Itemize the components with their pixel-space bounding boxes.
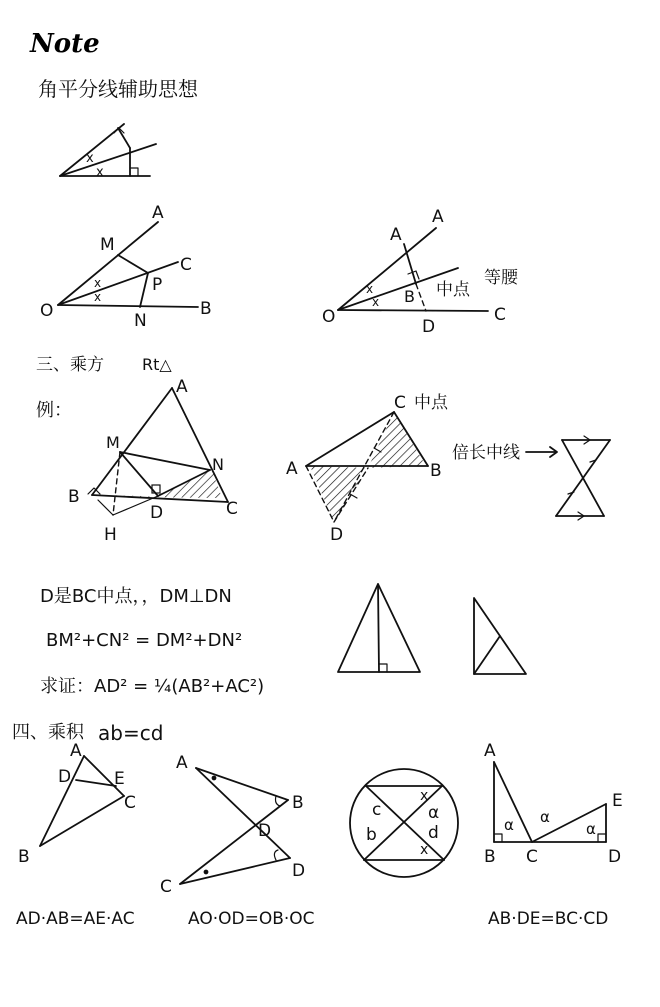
section-angle-bisector-heading: 角平分线辅助思想 (38, 77, 198, 101)
svg-text:α: α (586, 820, 596, 838)
svg-text:A: A (286, 459, 298, 479)
caption-1: AD·AB=AE·AC (16, 909, 135, 929)
product-figure-4 (484, 741, 623, 867)
label-B: B (200, 299, 212, 319)
label-C: C (180, 255, 192, 275)
product-figure-2 (160, 753, 305, 897)
label-A: A (152, 203, 164, 223)
svg-text:x: x (366, 282, 374, 296)
svg-text:B: B (430, 461, 442, 481)
right-triangle-figure (474, 598, 526, 674)
svg-text:C: C (526, 847, 538, 867)
svg-text:D: D (330, 525, 344, 545)
section-three-extra: Rt△ (142, 355, 172, 374)
svg-text:D: D (422, 317, 436, 337)
double-median-figure (526, 436, 610, 520)
svg-text:A: A (432, 207, 444, 227)
svg-text:B: B (68, 487, 80, 507)
svg-text:x: x (372, 295, 380, 309)
problem-line-1: D是BC中点，，DM⊥DN (40, 586, 232, 607)
label-M: M (100, 235, 115, 255)
problem-line-3: 求证：AD² = ¼(AB²+AC²) (40, 676, 265, 697)
section-four-heading: 四、乘积 (12, 722, 84, 743)
isosceles-label: 等腰 (484, 268, 518, 288)
svg-text:H: H (104, 525, 117, 545)
label-O: O (40, 301, 54, 321)
svg-text:x: x (420, 842, 429, 858)
svg-text:D: D (58, 767, 72, 787)
figure-bisector-right (322, 207, 519, 337)
example-figure-2 (286, 393, 449, 545)
svg-text:O: O (322, 307, 336, 327)
svg-text:A: A (176, 377, 188, 397)
svg-text:C: C (494, 305, 506, 325)
fig2-midpoint: 中点 (414, 393, 448, 413)
product-figure-3 (350, 769, 458, 877)
svg-text:E: E (612, 791, 623, 811)
example-figure-1 (68, 377, 238, 545)
double-median-label: 倍长中线 (452, 443, 520, 463)
svg-text:E: E (114, 769, 125, 789)
svg-text:B: B (404, 287, 415, 306)
svg-text:D: D (258, 821, 272, 841)
svg-text:b: b (366, 825, 377, 845)
svg-text:D: D (292, 861, 306, 881)
section-four-formula: ab=cd (98, 721, 164, 745)
svg-text:x: x (94, 290, 102, 304)
problem-line-2: BM²+CN² = DM²+DN² (46, 630, 243, 651)
figure-bisector-left (40, 203, 212, 331)
svg-text:B: B (292, 793, 304, 813)
example-label: 例： (36, 400, 72, 421)
svg-text:D: D (150, 503, 164, 523)
svg-text:A: A (484, 741, 496, 761)
midpoint-label: 中点 (436, 280, 470, 300)
caption-2: AO·OD=OB·OC (188, 909, 315, 929)
label-N: N (134, 311, 147, 331)
svg-text:B: B (18, 847, 30, 867)
svg-text:x: x (420, 788, 429, 804)
svg-text:α: α (540, 808, 550, 826)
product-figure-1 (18, 741, 136, 867)
note-title: Note (30, 29, 100, 59)
svg-text:N: N (212, 455, 224, 474)
svg-text:B: B (484, 847, 496, 867)
isosceles-triangle-figure (338, 584, 420, 672)
svg-text:x: x (96, 165, 104, 180)
svg-text:A: A (390, 225, 402, 245)
caption-3: AB·DE=BC·CD (488, 909, 609, 929)
svg-text:C: C (160, 877, 172, 897)
svg-text:x: x (86, 151, 94, 166)
svg-text:d: d (428, 823, 439, 843)
svg-text:D: D (608, 847, 622, 867)
svg-text:α: α (504, 816, 514, 834)
svg-text:M: M (106, 433, 120, 452)
svg-text:C: C (394, 393, 406, 413)
section-three-heading: 三、乘方 (36, 355, 104, 375)
svg-text:C: C (124, 793, 136, 813)
svg-text:α: α (428, 803, 440, 823)
svg-text:A: A (70, 741, 82, 761)
svg-text:x: x (94, 276, 102, 290)
bisector-sketch (60, 124, 156, 180)
svg-text:c: c (372, 800, 382, 820)
label-P: P (152, 275, 163, 295)
svg-text:A: A (176, 753, 188, 773)
svg-text:C: C (226, 499, 238, 519)
